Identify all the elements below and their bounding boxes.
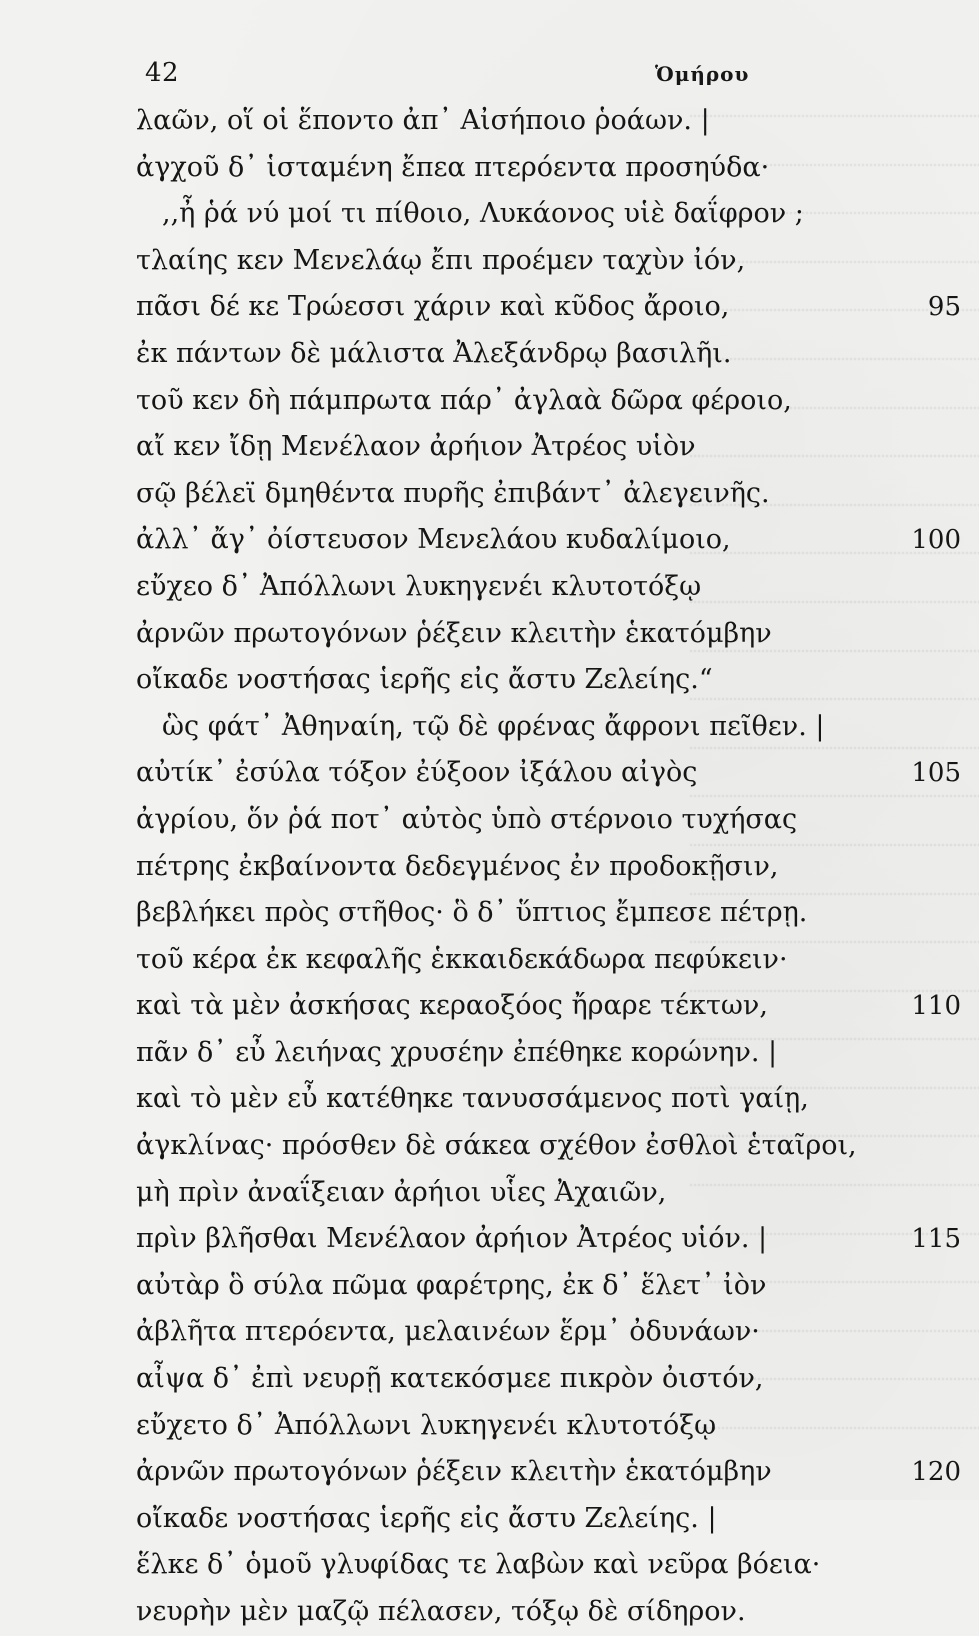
verse-line (0, 1263, 979, 1310)
line-number: 120 (911, 1457, 961, 1488)
page-number: 42 (145, 58, 180, 88)
verse-text: ἀβλῆτα πτερόεντα, μελαινέων ἕρμ᾽ ὀδυνάων· (136, 1316, 760, 1348)
page-header (145, 58, 905, 92)
verse-text: τοῦ κεν δὴ πάμπρωτα πάρ᾽ ἀγλαὰ δῶρα φέροιο, (136, 384, 792, 416)
verse-line (0, 1449, 979, 1496)
verse-line (0, 1170, 979, 1217)
verse-line (0, 844, 979, 891)
line-number: 100 (911, 525, 961, 556)
verse-line (0, 1309, 979, 1356)
verse-line (0, 1403, 979, 1450)
verse-line (0, 1356, 979, 1403)
verse-text: πρὶν βλῆσθαι Μενέλαον ἀρήιον Ἀτρέος υἱόν. | (136, 1223, 768, 1255)
verse-text: τλαίης κεν Μενελάῳ ἔπι προέμεν ταχὺν ἰόν, (136, 244, 746, 276)
verse-line (0, 517, 979, 564)
verse-text: οἴκαδε νοστήσας ἱερῆς εἰς ἄστυ Ζελείης. | (136, 1502, 717, 1534)
verse-text: ἀρνῶν πρωτογόνων ῥέξειν κλειτὴν ἑκατόμβην (136, 1456, 772, 1488)
verse-text: εὔχετο δ᾽ Ἀπόλλωνι λυκηγενέι κλυτοτόξῳ (136, 1409, 717, 1441)
verse-line (0, 937, 979, 984)
verse-text: αἶψα δ᾽ ἐπὶ νευρῇ κατεκόσμεε πικρὸν ὀιστόν, (136, 1363, 764, 1395)
verse-line (0, 657, 979, 704)
verse-line (0, 564, 979, 611)
verse-line (0, 1123, 979, 1170)
verse-text: αἴ κεν ἴδῃ Μενέλαον ἀρήιον Ἀτρέος υἱὸν (136, 431, 696, 463)
verse-line (0, 704, 979, 751)
verse-line (0, 797, 979, 844)
verse-line (0, 1030, 979, 1077)
verse-text: ἀγρίου, ὅν ῥά ποτ᾽ αὐτὸς ὑπὸ στέρνοιο τυχήσας (136, 803, 798, 835)
verse-text: αὐτὰρ ὃ σύλα πῶμα φαρέτρης, ἐκ δ᾽ ἕλετ᾽ ἰὸν (136, 1269, 767, 1301)
verse-line (0, 890, 979, 937)
verse-text: ὣς φάτ᾽ Ἀθηναίη, τῷ δὲ φρένας ἄφρονι πεῖθεν. | (162, 710, 825, 742)
verse-text: ἕλκε δ᾽ ὁμοῦ γλυφίδας τε λαβὼν καὶ νεῦρα βόεια· (136, 1549, 821, 1581)
verse-text: λαῶν, οἵ οἱ ἕποντο ἀπ᾽ Αἰσήποιο ῥοάων. | (136, 105, 710, 136)
running-head: Ὁμήρου (655, 62, 750, 86)
verse-text: νευρὴν μὲν μαζῷ πέλασεν, τόξῳ δὲ σίδηρον. (136, 1596, 746, 1627)
verse-line (0, 331, 979, 378)
verse-line (0, 1589, 979, 1636)
verse-line (0, 98, 979, 145)
line-number: 110 (911, 991, 961, 1022)
verse-line (0, 471, 979, 518)
verse-text: ,,ἦ ῥά νύ μοί τι πίθοιο, Λυκάονος υἱὲ δαΐφρον ; (162, 198, 804, 230)
verse-text: τοῦ κέρα ἐκ κεφαλῆς ἑκκαιδεκάδωρα πεφύκειν· (136, 943, 788, 975)
verse-line (0, 378, 979, 425)
verse-line (0, 750, 979, 797)
verse-text: σῷ βέλεϊ δμηθέντα πυρῆς ἐπιβάντ᾽ ἀλεγεινῆς. (136, 477, 770, 509)
verse-line (0, 1496, 979, 1543)
verse-text: οἴκαδε νοστήσας ἱερῆς εἰς ἄστυ Ζελείης.“ (136, 664, 713, 696)
verse-text: βεβλήκει πρὸς στῆθος· ὃ δ᾽ ὕπτιος ἔμπεσε πέτρῃ. (136, 897, 808, 929)
verse-line (0, 284, 979, 331)
verse-line (0, 145, 979, 192)
verse-line (0, 424, 979, 471)
verse-line (0, 238, 979, 285)
verse-text-block (0, 98, 979, 1636)
verse-text: καὶ τὰ μὲν ἀσκήσας κεραοξόος ἤραρε τέκτων, (136, 990, 768, 1022)
line-number: 105 (911, 758, 961, 789)
verse-text: πέτρης ἐκβαίνοντα δεδεγμένος ἐν προδοκῇσιν, (136, 850, 779, 882)
verse-line (0, 1076, 979, 1123)
verse-line (0, 1216, 979, 1263)
verse-text: ἐκ πάντων δὲ μάλιστα Ἀλεξάνδρῳ βασιλῆι. (136, 337, 732, 369)
verse-text: πᾶσι δέ κε Τρώεσσι χάριν καὶ κῦδος ἄροιο, (136, 291, 730, 323)
verse-text: μὴ πρὶν ἀναΐξειαν ἀρήιοι υἷες Ἀχαιῶν, (136, 1176, 667, 1208)
line-number: 115 (911, 1224, 961, 1255)
verse-text: καὶ τὸ μὲν εὖ κατέθηκε τανυσσάμενος ποτὶ γαίῃ, (136, 1083, 809, 1115)
verse-text: ἀλλ᾽ ἄγ᾽ ὀίστευσον Μενελάου κυδαλίμοιο, (136, 524, 731, 556)
verse-line (0, 191, 979, 238)
verse-text: ἀγκλίνας· πρόσθεν δὲ σάκεα σχέθον ἐσθλοὶ ἑταῖροι, (136, 1130, 857, 1162)
line-number: 95 (927, 292, 961, 323)
verse-line (0, 983, 979, 1030)
verse-text: εὔχεο δ᾽ Ἀπόλλωνι λυκηγενέι κλυτοτόξῳ (136, 570, 702, 602)
verse-text: αὐτίκ᾽ ἐσύλα τόξον ἐύξοον ἰξάλου αἰγὸς (136, 757, 698, 789)
verse-text: πᾶν δ᾽ εὖ λειήνας χρυσέην ἐπέθηκε κορώνην. | (136, 1036, 778, 1068)
verse-line (0, 1542, 979, 1589)
verse-text: ἀρνῶν πρωτογόνων ῥέξειν κλειτὴν ἑκατόμβην (136, 617, 772, 649)
verse-line (0, 611, 979, 658)
verse-text: ἀγχοῦ δ᾽ ἱσταμένη ἔπεα πτερόεντα προσηύδα· (136, 151, 770, 183)
